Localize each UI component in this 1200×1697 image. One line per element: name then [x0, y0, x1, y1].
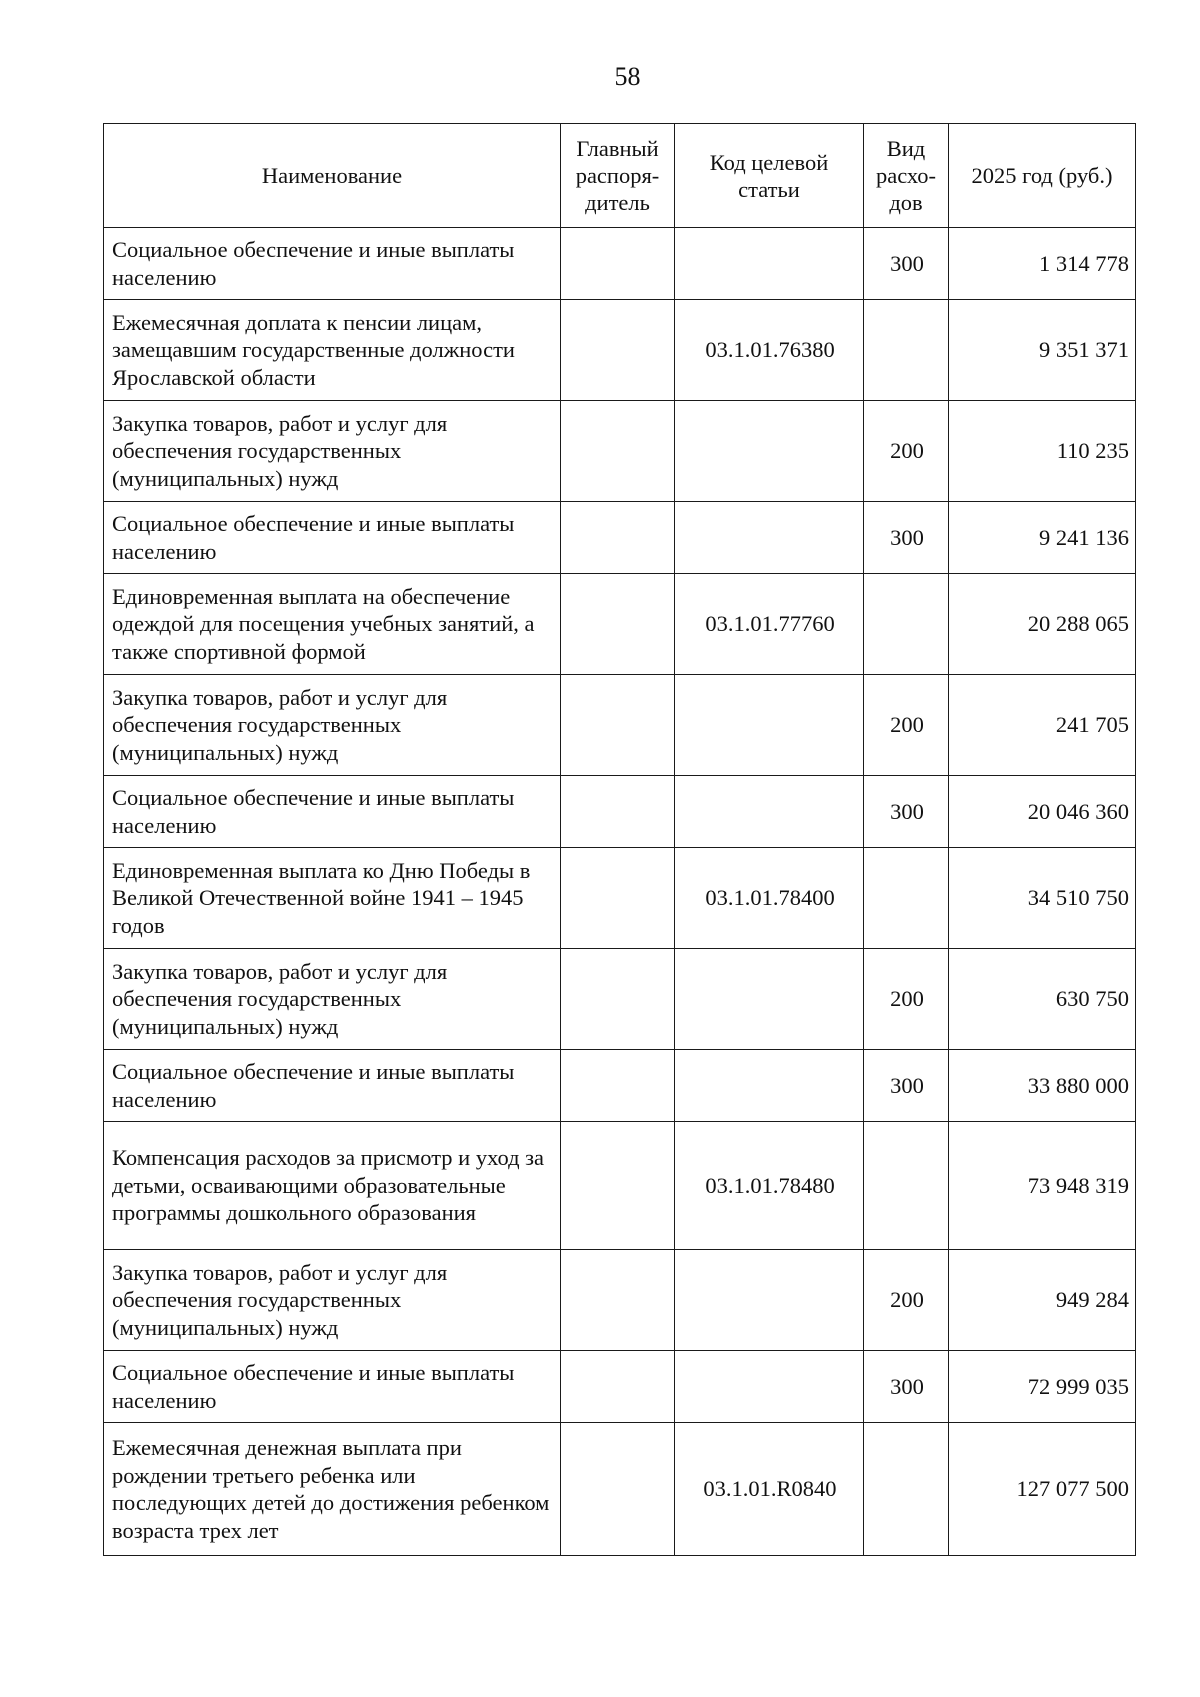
page-number: 58 — [614, 62, 641, 91]
cell-main-manager — [561, 502, 675, 574]
header-name: Наименование — [104, 124, 561, 228]
cell-expense-kind: 200 — [864, 949, 949, 1050]
cell-year-sum: 34 510 750 — [949, 848, 1136, 949]
table-row — [104, 1351, 1136, 1423]
cell-main-manager — [561, 848, 675, 949]
cell-target-code: 03.1.01.76380 — [675, 300, 864, 401]
table-header-row — [104, 124, 1136, 228]
header-target-code: Код целевой статьи — [675, 124, 864, 228]
cell-expense-kind — [864, 1423, 949, 1556]
cell-main-manager — [561, 1250, 675, 1351]
cell-year-sum: 630 750 — [949, 949, 1136, 1050]
cell-name: Ежемесячная доплата к пенсии лицам, замещавшим государственные должности Ярославской области — [104, 300, 561, 401]
cell-main-manager — [561, 776, 675, 848]
cell-target-code — [675, 1250, 864, 1351]
cell-expense-kind: 300 — [864, 1351, 949, 1423]
cell-expense-kind: 200 — [864, 401, 949, 502]
cell-main-manager — [561, 228, 675, 300]
table-row — [104, 675, 1136, 776]
cell-main-manager — [561, 1351, 675, 1423]
cell-year-sum: 20 288 065 — [949, 574, 1136, 675]
cell-expense-kind: 300 — [864, 502, 949, 574]
cell-name: Единовременная выплата ко Дню Победы в Великой Отечественной войне 1941 – 1945 годов — [104, 848, 561, 949]
cell-target-code: 03.1.01.78480 — [675, 1122, 864, 1250]
cell-expense-kind — [864, 300, 949, 401]
cell-expense-kind — [864, 1122, 949, 1250]
table-row — [104, 1122, 1136, 1250]
cell-year-sum: 949 284 — [949, 1250, 1136, 1351]
cell-main-manager — [561, 1050, 675, 1122]
cell-name: Закупка товаров, работ и услуг для обеспечения государственных (муниципальных) нужд — [104, 675, 561, 776]
cell-main-manager — [561, 1122, 675, 1250]
cell-name: Социальное обеспечение и иные выплаты населению — [104, 1351, 561, 1423]
table-row — [104, 228, 1136, 300]
cell-name: Социальное обеспечение и иные выплаты населению — [104, 502, 561, 574]
header-year-sum: 2025 год (руб.) — [949, 124, 1136, 228]
cell-name: Закупка товаров, работ и услуг для обеспечения государственных (муниципальных) нужд — [104, 401, 561, 502]
cell-expense-kind — [864, 574, 949, 675]
table-row — [104, 949, 1136, 1050]
table-row — [104, 401, 1136, 502]
cell-expense-kind: 200 — [864, 1250, 949, 1351]
cell-target-code — [675, 949, 864, 1050]
cell-year-sum: 1 314 778 — [949, 228, 1136, 300]
cell-name: Социальное обеспечение и иные выплаты населению — [104, 776, 561, 848]
cell-name: Закупка товаров, работ и услуг для обеспечения государственных (муниципальных) нужд — [104, 1250, 561, 1351]
cell-expense-kind — [864, 848, 949, 949]
cell-expense-kind: 300 — [864, 228, 949, 300]
cell-year-sum: 33 880 000 — [949, 1050, 1136, 1122]
table-row — [104, 848, 1136, 949]
cell-main-manager — [561, 300, 675, 401]
cell-target-code — [675, 228, 864, 300]
cell-year-sum: 20 046 360 — [949, 776, 1136, 848]
table-row — [104, 1050, 1136, 1122]
cell-year-sum: 110 235 — [949, 401, 1136, 502]
cell-year-sum: 9 241 136 — [949, 502, 1136, 574]
cell-main-manager — [561, 949, 675, 1050]
cell-target-code — [675, 502, 864, 574]
cell-name: Закупка товаров, работ и услуг для обеспечения государственных (муниципальных) нужд — [104, 949, 561, 1050]
header-expense-kind: Вид расхо-дов — [864, 124, 949, 228]
cell-year-sum: 241 705 — [949, 675, 1136, 776]
cell-main-manager — [561, 1423, 675, 1556]
cell-target-code: 03.1.01.R0840 — [675, 1423, 864, 1556]
table-row — [104, 300, 1136, 401]
cell-target-code — [675, 401, 864, 502]
cell-target-code — [675, 1351, 864, 1423]
table-row — [104, 1423, 1136, 1556]
cell-name: Ежемесячная денежная выплата при рождении третьего ребенка или последующих детей до достижения ребенком возраста трех лет — [104, 1423, 561, 1556]
cell-target-code — [675, 1050, 864, 1122]
budget-table — [103, 123, 1136, 1556]
cell-expense-kind: 300 — [864, 776, 949, 848]
cell-year-sum: 127 077 500 — [949, 1423, 1136, 1556]
cell-expense-kind: 300 — [864, 1050, 949, 1122]
cell-target-code: 03.1.01.77760 — [675, 574, 864, 675]
cell-name: Компенсация расходов за присмотр и уход за детьми, осваивающими образовательные программы дошкольного образования — [104, 1122, 561, 1250]
cell-expense-kind: 200 — [864, 675, 949, 776]
table-row — [104, 502, 1136, 574]
cell-target-code — [675, 776, 864, 848]
cell-year-sum: 9 351 371 — [949, 300, 1136, 401]
cell-target-code — [675, 675, 864, 776]
cell-year-sum: 73 948 319 — [949, 1122, 1136, 1250]
cell-year-sum: 72 999 035 — [949, 1351, 1136, 1423]
cell-main-manager — [561, 401, 675, 502]
cell-main-manager — [561, 574, 675, 675]
table-row — [104, 574, 1136, 675]
cell-main-manager — [561, 675, 675, 776]
table-row — [104, 1250, 1136, 1351]
header-main-manager: Главный распоря-дитель — [561, 124, 675, 228]
cell-name: Социальное обеспечение и иные выплаты населению — [104, 228, 561, 300]
table-row — [104, 776, 1136, 848]
cell-name: Социальное обеспечение и иные выплаты населению — [104, 1050, 561, 1122]
cell-target-code: 03.1.01.78400 — [675, 848, 864, 949]
cell-name: Единовременная выплата на обеспечение одеждой для посещения учебных занятий, а также спортивной формой — [104, 574, 561, 675]
